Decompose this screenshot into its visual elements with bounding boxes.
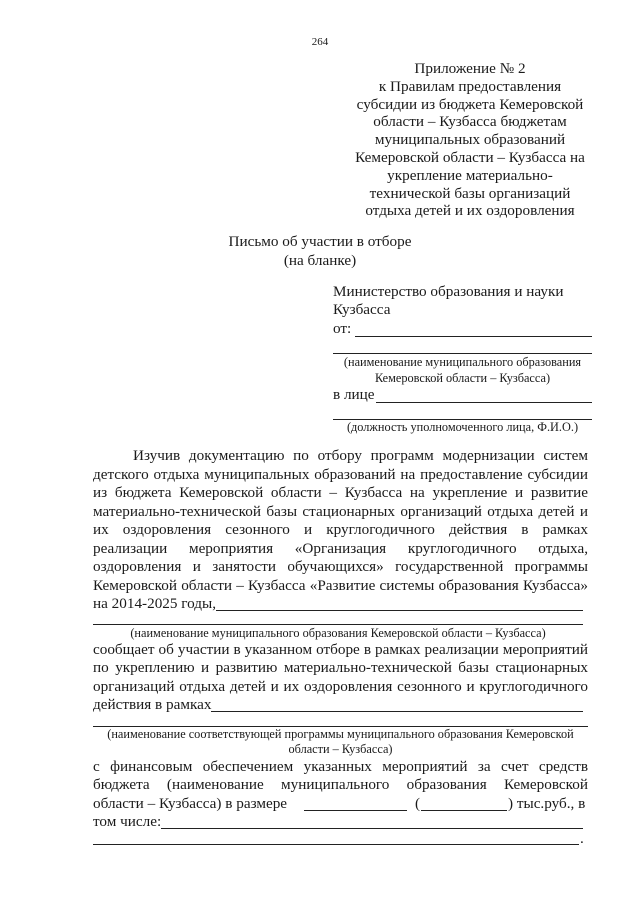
municipality-caption: (наименование муниципального образования	[343, 355, 582, 369]
body-line: реализации мероприятия «Организация круглогодичного отдыха,	[93, 540, 588, 557]
appendix-line: Приложение № 2	[414, 60, 526, 77]
body-line: детского отдыха муниципальных образований на предоставление субсидии	[93, 466, 588, 483]
amount-paren-open: (	[415, 795, 421, 812]
body-line: из бюджета Кемеровской области – Кузбасса на укрепление и развитие	[93, 484, 588, 501]
program-caption: области – Кузбасса)	[288, 742, 393, 756]
amount-blank-line	[304, 810, 407, 811]
body-line: оздоровления и занятости обучающихся» государственной программы	[93, 558, 588, 575]
body-line: Изучив документацию по отбору программ модернизации систем	[133, 447, 588, 464]
including-label: том числе:	[93, 813, 162, 830]
municipality-blank-line	[333, 353, 592, 354]
end-dot: .	[580, 830, 584, 847]
appendix-line: укрепление материально-	[387, 166, 553, 184]
body-line: бюджета (наименование муниципального образования Кемеровской	[93, 776, 588, 793]
appendix-line: технической базы организаций	[369, 184, 571, 202]
final-blank-line	[93, 844, 579, 845]
appendix-line: отдыха детей и их оздоровления	[365, 202, 575, 220]
municipality-name-caption: (наименование муниципального образования Кемеровской области – Кузбасса)	[130, 626, 546, 640]
amount-words-blank-line	[421, 810, 507, 811]
appendix-line: к Правилам предоставления	[378, 77, 562, 95]
appendix-line: субсидии из бюджета Кемеровской	[356, 95, 584, 113]
position-caption: (должность уполномоченного лица, Ф.И.О.)	[346, 420, 579, 434]
page-number: 264	[311, 36, 329, 48]
frame-blank-line	[211, 711, 583, 712]
letter-title: Письмо об участии в отборе	[228, 233, 412, 250]
appendix-line: Кемеровской области – Кузбасса на	[355, 148, 585, 166]
person-label: в лице	[333, 386, 375, 403]
letter-subtitle: (на бланке)	[283, 252, 357, 269]
body-line: материально-технической базы стационарных организаций отдыха детей и	[93, 503, 588, 520]
appendix-line: муниципальных образований	[374, 131, 566, 149]
body-line: Кемеровской области – Кузбасса «Развитие системы образования Кузбасса»	[93, 577, 588, 594]
including-blank-line	[161, 828, 583, 829]
addressee-line: Министерство образования и науки	[333, 283, 564, 300]
body-line: с финансовым обеспечением указанных мероприятий за счет средств	[93, 758, 588, 775]
body-line: по укреплению и развитию материально-технической базы стационарных	[93, 659, 588, 676]
amount-prefix: области – Кузбасса) в размере	[93, 795, 288, 812]
appendix-header	[330, 60, 610, 220]
from-blank-line	[355, 336, 592, 337]
from-label: от:	[333, 320, 352, 337]
municipality-name-blank-line	[93, 624, 583, 625]
body-line: их оздоровления сезонного и круглогодичного действия в рамках	[93, 521, 588, 538]
amount-suffix: ) тыс.руб., в	[508, 795, 586, 812]
appendix-line: области – Кузбасса бюджетам	[373, 113, 567, 131]
body-line: сообщает об участии в указанном отборе в рамках реализации мероприятий	[93, 641, 588, 658]
municipality-caption: Кемеровской области – Кузбасса)	[374, 371, 551, 385]
years-line: на 2014-2025 годы,	[93, 595, 217, 612]
frame-line: действия в рамках	[93, 696, 212, 713]
addressee-line: Кузбасса	[333, 301, 391, 318]
body-line: организаций отдыха детей и их оздоровления сезонного и круглогодичного	[93, 678, 588, 695]
person-blank-line	[376, 402, 592, 403]
program-caption: (наименование соответствующей программы муниципального образования Кемеровской	[107, 727, 574, 741]
years-blank-line	[216, 610, 583, 611]
